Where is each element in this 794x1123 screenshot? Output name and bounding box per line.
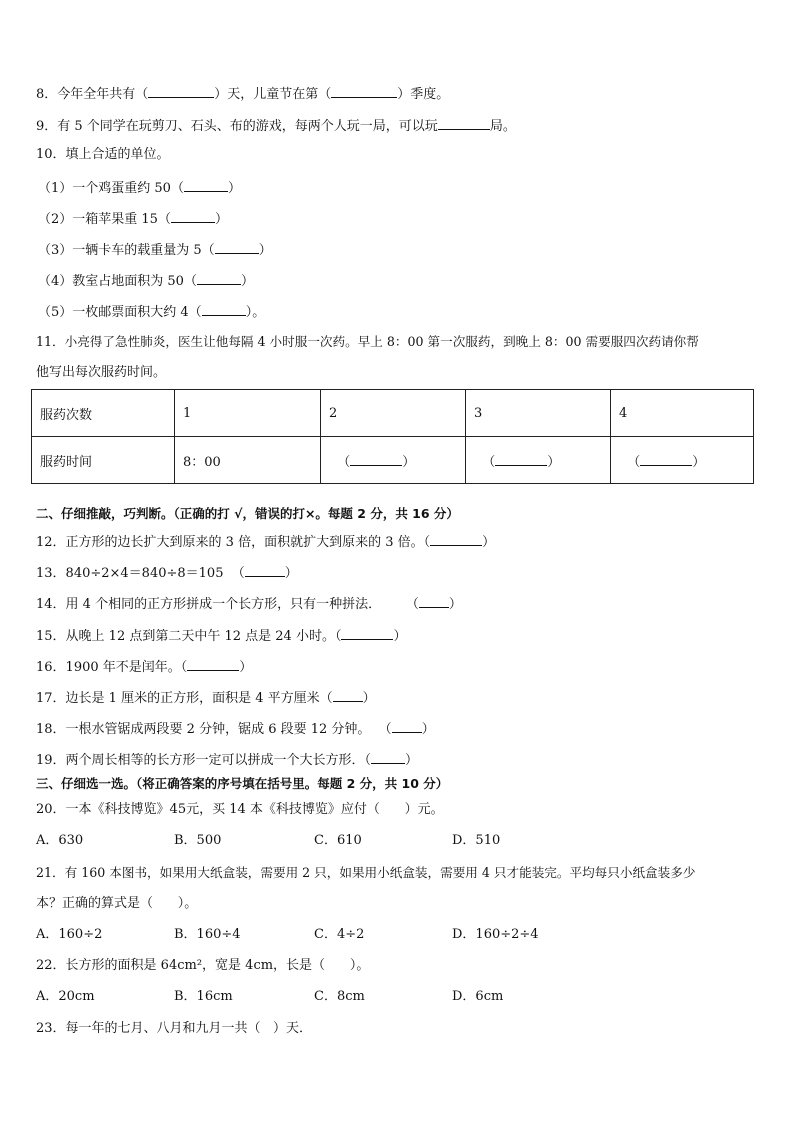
answer-blank[interactable] (640, 452, 692, 466)
answer-blank[interactable] (202, 302, 246, 316)
question-15 (36, 626, 406, 645)
question-10-item (38, 178, 241, 197)
question-9 (36, 116, 516, 135)
table-row (32, 390, 754, 437)
question-10-item (38, 302, 265, 321)
answer-blank[interactable] (341, 626, 393, 640)
question-20: 20．一本《科技博览》45元，买 14 本《科技博览》应付（ ）元。 (36, 802, 444, 817)
dose-time-cell (611, 437, 754, 484)
question-10-item (38, 271, 254, 290)
option-a[interactable]: A．20cm (36, 989, 95, 1004)
question-11-line1: 11．小亮得了急性肺炎，医生让他每隔 4 小时服一次药。早上 8：00 第一次服药，到晚上 8：00 需要服四次药请你帮 (36, 334, 699, 349)
item-text: （4）教室占地面积为 50（ (38, 274, 197, 289)
medication-schedule-table (31, 389, 754, 484)
item-text: （3）一辆卡车的载重量为 5（ (38, 243, 215, 258)
question-8 (36, 84, 449, 103)
option-b[interactable]: B．500 (174, 833, 222, 848)
answer-blank[interactable] (184, 178, 228, 192)
item-close: ） (421, 722, 435, 737)
item-close: ） (284, 566, 298, 581)
answer-blank[interactable] (215, 240, 259, 254)
q9-text-b: 局。 (489, 119, 516, 134)
option-c[interactable]: C．610 (314, 833, 362, 848)
option-d[interactable]: D．510 (452, 833, 501, 848)
question-22: 22．长方形的面积是 64cm²，宽是 4cm，长是（ ）。 (36, 958, 370, 973)
question-17 (36, 688, 376, 707)
question-23: 23．每一年的七月、八月和九月一共（ ）天． (36, 1021, 312, 1036)
dose-time-cell (321, 437, 466, 484)
dose-time: 8：00 (175, 437, 321, 484)
item-close: ） (240, 274, 254, 289)
item-close: ） (362, 691, 376, 706)
question-14 (36, 594, 462, 613)
question-16 (36, 657, 252, 676)
answer-blank[interactable] (430, 532, 482, 546)
item-close: ） (393, 629, 407, 644)
item-text: （1）一个鸡蛋重约 50（ (38, 181, 184, 196)
question-19 (36, 750, 418, 769)
question-21-line2: 本？正确的算式是（ ）。 (36, 896, 198, 911)
paren-close: ） (692, 454, 706, 470)
option-d[interactable]: D．160÷2÷4 (452, 927, 539, 942)
dose-count: 2 (321, 390, 466, 437)
row-label: 服药时间 (32, 437, 175, 484)
item-text: 12．正方形的边长扩大到原来的 3 倍，面积就扩大到原来的 3 倍。（ (36, 535, 431, 550)
item-close: ） (214, 212, 228, 227)
answer-blank[interactable] (331, 84, 397, 98)
item-close: ） (258, 243, 272, 258)
answer-blank[interactable] (371, 750, 405, 764)
option-a[interactable]: A．160÷2 (36, 927, 103, 942)
item-text: 17．边长是 1 厘米的正方形，面积是 4 平方厘米（ (36, 691, 333, 706)
item-text: （2）一箱苹果重 15（ (38, 212, 171, 227)
paren-open: （ (337, 454, 351, 470)
option-b[interactable]: B．160÷4 (174, 927, 241, 942)
answer-blank[interactable] (495, 452, 547, 466)
answer-blank[interactable] (438, 116, 490, 130)
answer-blank[interactable] (419, 594, 449, 608)
question-18 (36, 719, 435, 738)
item-text: 19．两个周长相等的长方形一定可以拼成一个大长方形．（ (36, 753, 372, 768)
item-text: 15．从晚上 12 点到第二天中午 12 点是 24 小时。（ (36, 629, 342, 644)
answer-blank[interactable] (333, 688, 363, 702)
answer-blank[interactable] (245, 563, 285, 577)
option-b[interactable]: B．16cm (174, 989, 233, 1004)
item-text: 14．用 4 个相同的正方形拼成一个长方形，只有一种拼法． （ (36, 597, 419, 612)
item-text: 16．1900 年不是闰年。（ (36, 660, 188, 675)
question-10-title: 10．填上合适的单位。 (36, 147, 170, 162)
option-c[interactable]: C．8cm (314, 989, 365, 1004)
item-close: ） (227, 181, 241, 196)
item-close: ） (448, 597, 462, 612)
dose-count: 1 (175, 390, 321, 437)
question-10-item (38, 240, 272, 259)
answer-blank[interactable] (392, 719, 422, 733)
q8-text-a: 8．今年全年共有（ (36, 87, 149, 102)
section-3-header: 三、仔细选一选。（将正确答案的序号填在括号里。每题 2 分，共 10 分） (36, 776, 449, 791)
item-text: 18．一根水管锯成两段要 2 分钟，锯成 6 段要 12 分钟。 （ (36, 722, 392, 737)
dose-count: 4 (611, 390, 754, 437)
dose-count: 3 (466, 390, 611, 437)
paren-open: （ (627, 454, 641, 470)
paren-close: ） (547, 454, 561, 470)
item-close: ） (482, 535, 496, 550)
item-close: ）。 (245, 305, 266, 320)
answer-blank[interactable] (197, 271, 241, 285)
q8-text-c: ）季度。 (397, 87, 450, 102)
question-11-line2: 他写出每次服药时间。 (36, 365, 167, 380)
option-a[interactable]: A．630 (36, 833, 84, 848)
row-label: 服药次数 (32, 390, 175, 437)
item-text: 13．840÷2×4＝840÷8＝105 （ (36, 566, 245, 581)
item-close: ） (405, 753, 419, 768)
table-row (32, 437, 754, 484)
question-10-item (38, 209, 228, 228)
section-2-header: 二、仔细推敲，巧判断。（正确的打 √，错误的打×。每题 2 分，共 16 分） (36, 506, 459, 521)
answer-blank[interactable] (350, 452, 402, 466)
item-text: （5）一枚邮票面积大约 4（ (38, 305, 202, 320)
question-21-line1: 21．有 160 本图书，如果用大纸盒装，需要用 2 只，如果用小纸盒装，需要用 4 只才能装完。平均每只小纸盒装多少 (36, 865, 696, 880)
answer-blank[interactable] (171, 209, 215, 223)
dose-time-cell (466, 437, 611, 484)
question-12 (36, 532, 495, 551)
paren-close: ） (402, 454, 416, 470)
option-c[interactable]: C．4÷2 (314, 927, 365, 942)
answer-blank[interactable] (187, 657, 239, 671)
question-13 (36, 563, 298, 582)
paren-open: （ (482, 454, 496, 470)
item-close: ） (239, 660, 253, 675)
q9-text-a: 9．有 5 个同学在玩剪刀、石头、布的游戏，每两个人玩一局，可以玩 (36, 119, 438, 134)
option-d[interactable]: D．6cm (452, 989, 504, 1004)
q8-text-b: ）天，儿童节在第（ (214, 87, 332, 102)
answer-blank[interactable] (148, 84, 214, 98)
